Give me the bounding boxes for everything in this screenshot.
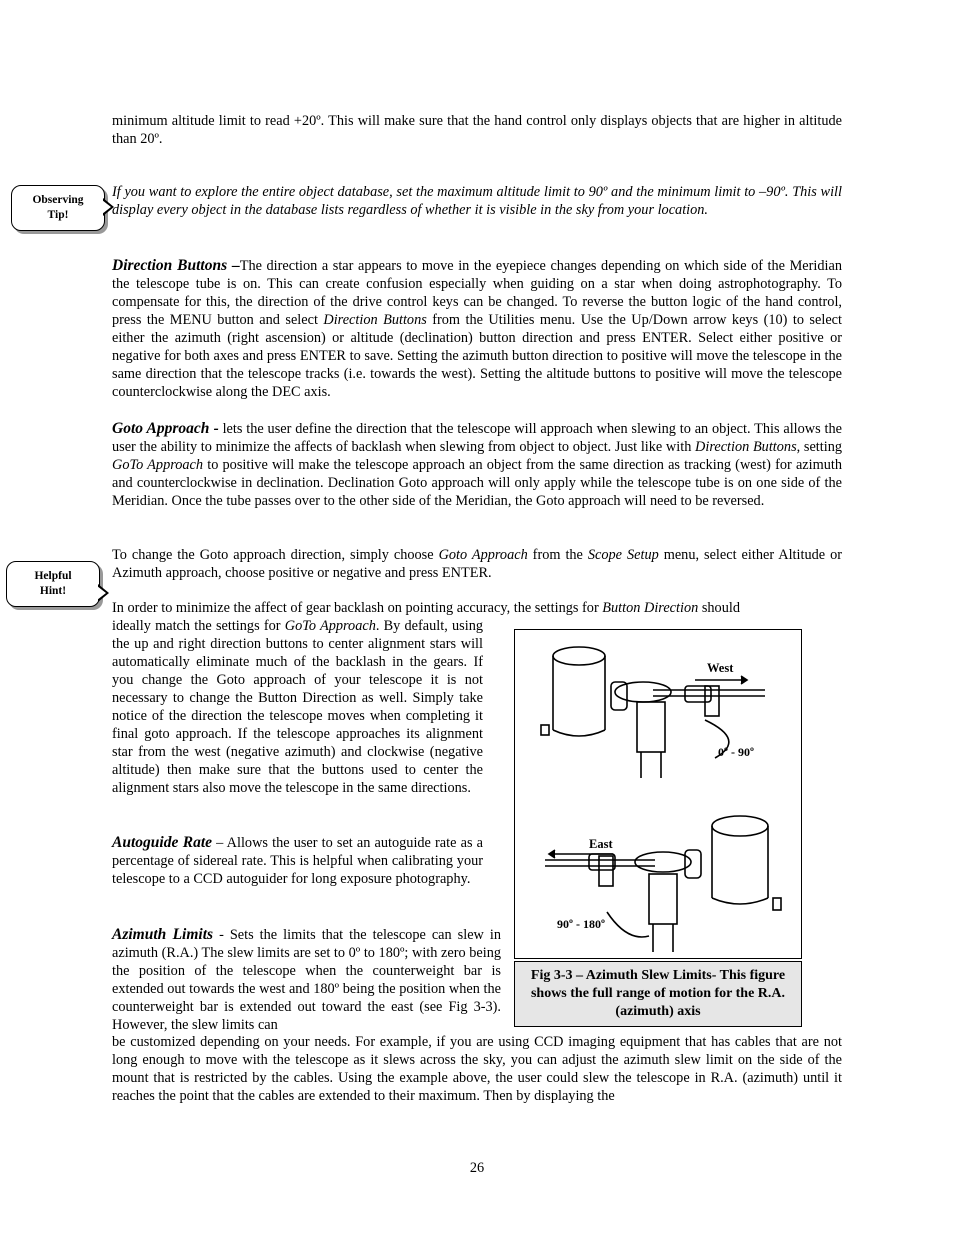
azimuth-limits-continued <box>112 1033 842 1105</box>
telescope-illustration <box>515 630 801 958</box>
goto-approach-emphasis-2: GoTo Approach <box>112 457 204 473</box>
helpful-hint-paragraph <box>112 546 842 582</box>
figure-caption-text: Fig 3-3 – Azimuth Slew Limits- This figure shows the full range of motion for the R.A. (azimuth) axis <box>530 968 786 1019</box>
goto-approach-text-2: , setting <box>796 439 843 455</box>
backlash-emphasis: Button Direction <box>602 600 699 616</box>
backlash-first-line <box>112 599 842 617</box>
figure-azimuth-slew-limits <box>514 629 802 959</box>
backlash-text-2: should <box>698 600 740 616</box>
east-label: East <box>589 837 613 851</box>
direction-buttons-text-2: from the Utilities menu. Use the Up/Down arrow keys (10) to select either the azimuth (right ascension) or altitude (declination) button direction and press ENTER. Select either positive or negative for both axes and press ENTER to save. Setting the azimuth button direction to positive will move the telescope in the same direction that the telescope tracks (i.e. towards the west). Setting the altitude buttons to positive will move the telescope counterclockwise along the DEC axis. <box>112 312 842 400</box>
tube-top <box>553 647 605 665</box>
mount-head-2 <box>635 852 691 872</box>
helpful-hint-text-3: menu, select either Altitude or Azimuth approach, choose positive or negative and press ENTER. <box>112 547 842 581</box>
helpful-hint-label-2: Hint! <box>39 585 67 597</box>
backlash-text-4: . By default, using the up and right direction buttons to center alignment stars will automatically eliminate much of the backlash in the gears. If you change the Goto approach of your telescope it is not necessary to change the Button Direction as well. Simply take notice of the direction the telescope moves when completing it final goto approach. If the telescope approaches its alignment star from the west (negative azimuth) and clockwise (negative altitude) then make sure that the buttons used to center the alignment stars also move the telescope in the same directions. <box>112 618 484 796</box>
counterweight <box>685 686 711 702</box>
observing-tip-label: Observing <box>32 194 84 206</box>
backlash-column <box>112 617 483 797</box>
figure-caption <box>514 961 802 1027</box>
intro-paragraph <box>112 112 842 148</box>
knob <box>541 725 549 735</box>
goto-approach-text-3: to positive will make the telescope approach an object from the same direction as tracking (west) for azimuth and counterclockwise in declination. Declination Goto approach will only apply while the telescope tube is on one side of the Meridian. Once the tube passes over to the other side of the Meridian, the Goto approach will need to be reversed. <box>112 457 842 509</box>
pier <box>637 702 665 752</box>
azimuth-limits-text: - Sets the limits that the telescope can slew in azimuth (R.A.) The slew limits are set to 0º to 180º; with zero being the position of the telescope when the counterweight bar is extended out towards the west and 180º being the position when the counterweight bar is extended out toward the east (see Fig 3-3). However, the slew limits can <box>112 927 501 1033</box>
pier-2 <box>649 874 677 924</box>
direction-buttons-section <box>112 257 842 401</box>
observing-tip-paragraph <box>112 183 842 219</box>
helpful-hint-callout <box>6 561 100 607</box>
direction-buttons-text: The direction a star appears to move in the eyepiece changes depending on which side of the Meridian the telescope tube is on. This can create confusion especially when guiding on a star when doing astrophotography. To compensate for this, the direction of the drive control keys can be changed. To reverse the button logic of the hand control, press the MENU button and select <box>112 258 842 328</box>
helpful-hint-emphasis: Goto Approach <box>438 547 528 563</box>
observing-tip-label-2: Tip! <box>47 209 69 221</box>
east-range-label: 90º - 180º <box>557 917 605 931</box>
helpful-hint-text: To change the Goto approach direction, simply choose <box>112 547 439 563</box>
page-number: 26 <box>469 1160 485 1176</box>
helpful-hint-label: Helpful <box>34 570 72 582</box>
helpful-hint-emphasis-2: Scope Setup <box>587 547 659 563</box>
west-label: West <box>707 661 734 675</box>
observing-tip-text: If you want to explore the entire object database, set the maximum altitude limit to 90º and the minimum limit to –90º. This will display every object in the database lists regardless of whether it is visible in the sky from your location. <box>112 184 842 218</box>
goto-approach-section <box>112 420 842 510</box>
tube-top-2 <box>712 816 768 836</box>
goto-approach-heading: Goto Approach - <box>112 420 219 437</box>
goto-approach-text: lets the user define the direction that the telescope will approach when slewing to an object. This allows the user the ability to minimize the affects of backlash when slewing from object to object. Just like with <box>112 421 842 455</box>
backlash-text: In order to minimize the affect of gear backlash on pointing accuracy, the settings for <box>112 600 603 616</box>
helpful-hint-text-2: from the <box>527 547 588 563</box>
direction-buttons-heading: Direction Buttons – <box>112 257 240 274</box>
autoguide-rate-section <box>112 834 483 888</box>
azimuth-limits-section <box>112 926 501 1034</box>
azimuth-limits-heading: Azimuth Limits <box>112 926 214 943</box>
backlash-emphasis-2: GoTo Approach <box>284 618 376 634</box>
callout-pointer <box>98 584 109 602</box>
mount-head <box>615 682 671 702</box>
azimuth-limits-text-2: be customized depending on your needs. For example, if you are using CCD imaging equipment that has cables that are not long enough to move with the telescope as it slews across the sky, you can adjust the azimuth slew limit on the side of the mount that is restricted by the cables. Using the example above, the user could slew the telescope in R.A. (azimuth) until it reaches the point that the cables are extended to their maximum. Then by displaying the <box>112 1034 842 1104</box>
autoguide-rate-text: – Allows the user to set an autoguide rate as a percentage of sidereal rate. This is helpful when calibrating your telescope to a CCD autoguider for long exposure photography. <box>112 835 483 887</box>
goto-approach-emphasis: Direction Buttons <box>695 439 797 455</box>
autoguide-rate-heading: Autoguide Rate <box>112 834 213 851</box>
backlash-text-3: ideally match the settings for <box>112 618 285 634</box>
knob-2 <box>773 898 781 910</box>
west-range-label: 0º - 90º <box>718 745 754 759</box>
direction-buttons-emphasis: Direction Buttons <box>323 312 427 328</box>
observing-tip-callout <box>11 185 105 231</box>
intro-text: minimum altitude limit to read +20º. This will make sure that the hand control only displays objects that are higher in altitude than 20º. <box>112 113 842 147</box>
